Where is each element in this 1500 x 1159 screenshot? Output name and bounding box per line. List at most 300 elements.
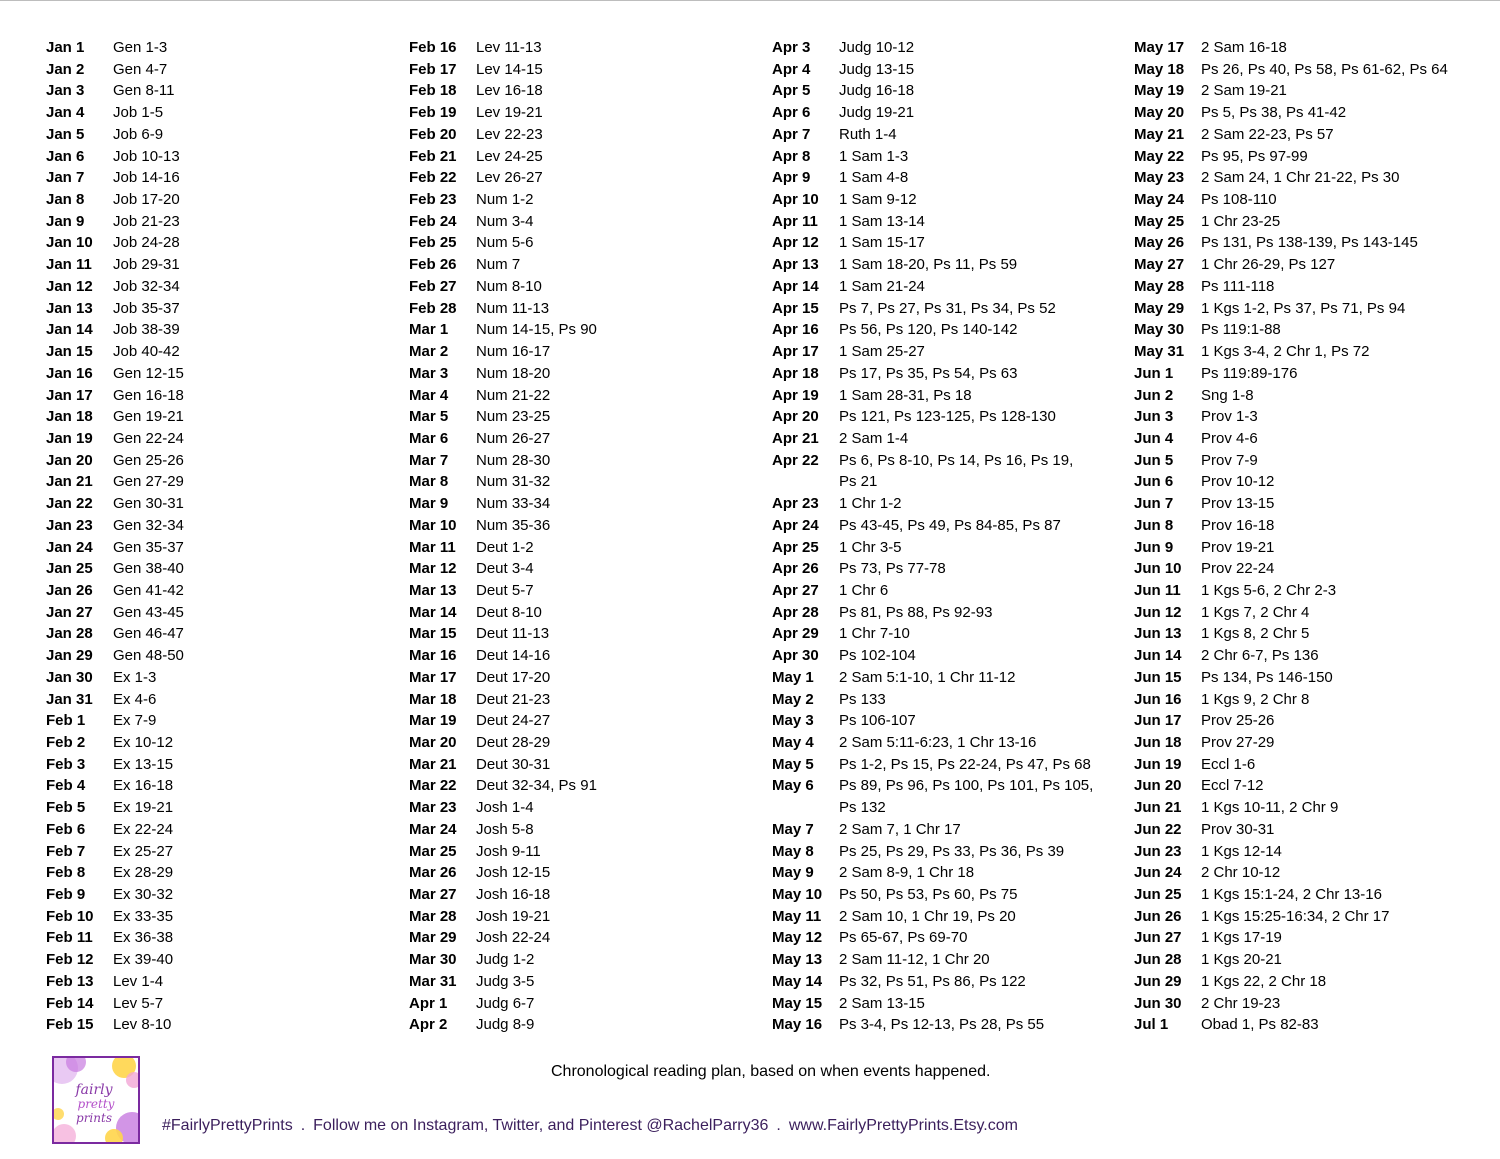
schedule-reading: Prov 19-21 bbox=[1201, 538, 1275, 556]
schedule-date: Jun 14 bbox=[1134, 647, 1182, 665]
schedule-reading: 2 Sam 19-21 bbox=[1201, 82, 1287, 100]
schedule-date: Apr 20 bbox=[772, 408, 819, 426]
schedule-date: Mar 12 bbox=[409, 560, 457, 578]
schedule-date: Apr 21 bbox=[772, 429, 819, 447]
schedule-reading: Judg 1-2 bbox=[476, 951, 535, 969]
schedule-reading: 1 Sam 13-14 bbox=[839, 212, 925, 230]
schedule-date: Jun 26 bbox=[1134, 907, 1182, 925]
schedule-date: Mar 5 bbox=[409, 408, 449, 426]
schedule-reading: 1 Sam 15-17 bbox=[839, 234, 925, 252]
schedule-reading: Ruth 1-4 bbox=[839, 125, 897, 143]
schedule-reading: Ps 106-107 bbox=[839, 712, 916, 730]
schedule-reading: Gen 32-34 bbox=[113, 516, 184, 534]
schedule-date: Feb 20 bbox=[409, 125, 457, 143]
schedule-date: May 22 bbox=[1134, 147, 1185, 165]
schedule-reading: 1 Kgs 8, 2 Chr 5 bbox=[1201, 625, 1310, 643]
schedule-reading: Job 14-16 bbox=[113, 169, 180, 187]
schedule-date: Feb 25 bbox=[409, 234, 457, 252]
schedule-reading: Deut 17-20 bbox=[476, 668, 551, 686]
schedule-date: Feb 9 bbox=[46, 886, 86, 904]
schedule-date: Feb 27 bbox=[409, 277, 457, 295]
schedule-date: Jan 15 bbox=[46, 343, 93, 361]
schedule-reading: Gen 25-26 bbox=[113, 451, 184, 469]
schedule-date: Feb 2 bbox=[46, 734, 86, 751]
schedule-reading: Num 14-15, Ps 90 bbox=[476, 321, 597, 339]
schedule-reading: Num 8-10 bbox=[476, 277, 542, 295]
schedule-date: Jun 25 bbox=[1134, 886, 1182, 904]
schedule-date: Apr 16 bbox=[772, 321, 819, 339]
schedule-date: Mar 13 bbox=[409, 581, 457, 599]
schedule-date: Jun 4 bbox=[1134, 429, 1174, 447]
schedule-date: Feb 14 bbox=[46, 994, 94, 1012]
schedule-date: Mar 8 bbox=[409, 473, 449, 491]
schedule-date: Jan 2 bbox=[46, 60, 85, 78]
schedule-date: Apr 1 bbox=[409, 994, 448, 1012]
schedule-reading: Josh 16-18 bbox=[476, 886, 551, 904]
schedule-date: Apr 17 bbox=[772, 343, 819, 361]
schedule-date: Feb 4 bbox=[46, 777, 86, 795]
schedule-date: May 12 bbox=[772, 929, 823, 947]
schedule-reading: 2 Sam 5:1-10, 1 Chr 11-12 bbox=[839, 668, 1016, 686]
schedule-reading: Prov 16-18 bbox=[1201, 516, 1275, 534]
schedule-date: Apr 26 bbox=[772, 560, 819, 578]
schedule-reading: Gen 12-15 bbox=[113, 364, 184, 382]
schedule-date: Jun 5 bbox=[1134, 451, 1174, 469]
schedule-date: Mar 10 bbox=[409, 516, 457, 534]
schedule-date: Jan 22 bbox=[46, 495, 93, 513]
schedule-reading: Deut 28-29 bbox=[476, 734, 551, 751]
schedule-date: Jun 23 bbox=[1134, 842, 1182, 860]
schedule-reading: Gen 27-29 bbox=[113, 473, 184, 491]
schedule-date: Mar 20 bbox=[409, 734, 457, 751]
plan-caption: Chronological reading plan, based on when events happened. bbox=[551, 1063, 991, 1080]
schedule-reading: 1 Sam 9-12 bbox=[839, 191, 917, 209]
schedule-reading: Ps 134, Ps 146-150 bbox=[1201, 668, 1333, 686]
schedule-reading: Josh 12-15 bbox=[476, 864, 551, 882]
schedule-reading: Prov 25-26 bbox=[1201, 712, 1275, 730]
schedule-date: Feb 17 bbox=[409, 60, 457, 78]
schedule-reading: Prov 22-24 bbox=[1201, 560, 1275, 578]
schedule-reading: 1 Sam 1-3 bbox=[839, 147, 909, 165]
schedule-reading: Ps 3-4, Ps 12-13, Ps 28, Ps 55 bbox=[839, 1016, 1045, 1034]
schedule-reading: Ps 25, Ps 29, Ps 33, Ps 36, Ps 39 bbox=[839, 842, 1065, 860]
schedule-reading: Ps 5, Ps 38, Ps 41-42 bbox=[1201, 104, 1347, 122]
schedule-date: Mar 25 bbox=[409, 842, 457, 860]
fairly-pretty-prints-logo bbox=[52, 1056, 140, 1144]
schedule-reading: Num 26-27 bbox=[476, 429, 551, 447]
schedule-date: May 10 bbox=[772, 886, 823, 904]
footer-separator: . bbox=[776, 1117, 781, 1134]
schedule-reading: Num 28-30 bbox=[476, 451, 551, 469]
schedule-reading: Job 35-37 bbox=[113, 299, 180, 317]
schedule-reading: Job 1-5 bbox=[113, 104, 164, 122]
schedule-reading: Num 11-13 bbox=[476, 299, 550, 317]
schedule-reading: 2 Sam 11-12, 1 Chr 20 bbox=[839, 951, 990, 969]
schedule-reading: Job 10-13 bbox=[113, 147, 180, 165]
schedule-date: Jun 19 bbox=[1134, 755, 1182, 773]
schedule-date: Feb 13 bbox=[46, 972, 94, 990]
schedule-date: Jan 16 bbox=[46, 364, 93, 382]
schedule-date: Mar 31 bbox=[409, 972, 457, 990]
schedule-reading: Deut 30-31 bbox=[476, 755, 551, 773]
schedule-date: Apr 9 bbox=[772, 169, 811, 187]
schedule-date: Feb 21 bbox=[409, 147, 457, 165]
schedule-reading: Lev 8-10 bbox=[113, 1016, 172, 1034]
schedule-reading: Gen 38-40 bbox=[113, 560, 184, 578]
schedule-date: Apr 29 bbox=[772, 625, 819, 643]
schedule-reading: Ex 22-24 bbox=[113, 820, 174, 838]
schedule-date: Jan 31 bbox=[46, 690, 93, 708]
schedule-reading: 2 Chr 19-23 bbox=[1201, 994, 1281, 1012]
schedule-reading: Ps 6, Ps 8-10, Ps 14, Ps 16, Ps 19, bbox=[839, 451, 1074, 469]
schedule-date: Mar 4 bbox=[409, 386, 449, 404]
schedule-reading: Job 21-23 bbox=[113, 212, 180, 230]
schedule-reading: Ps 56, Ps 120, Ps 140-142 bbox=[839, 321, 1018, 339]
schedule-reading: 1 Kgs 1-2, Ps 37, Ps 71, Ps 94 bbox=[1201, 299, 1406, 317]
schedule-reading: Josh 19-21 bbox=[476, 907, 551, 925]
schedule-reading: Prov 1-3 bbox=[1201, 408, 1258, 426]
schedule-reading: Num 16-17 bbox=[476, 343, 551, 361]
schedule-reading: 1 Sam 28-31, Ps 18 bbox=[839, 386, 972, 404]
schedule-reading: Gen 48-50 bbox=[113, 647, 184, 665]
schedule-reading: Ps 111-118 bbox=[1201, 277, 1275, 295]
footer-separator: . bbox=[300, 1117, 306, 1134]
schedule-reading: Lev 26-27 bbox=[476, 169, 543, 187]
schedule-reading: 1 Kgs 15:25-16:34, 2 Chr 17 bbox=[1201, 907, 1390, 925]
schedule-reading: Prov 10-12 bbox=[1201, 473, 1275, 491]
schedule-reading: Ps 21 bbox=[839, 473, 878, 491]
schedule-reading: Gen 35-37 bbox=[113, 538, 184, 556]
schedule-reading: 1 Chr 7-10 bbox=[839, 625, 910, 643]
schedule-reading: Ex 10-12 bbox=[113, 734, 174, 751]
schedule-reading: Ex 28-29 bbox=[113, 864, 174, 882]
footer-social: Follow me on Instagram, Twitter, and Pinterest @RachelParry36 bbox=[313, 1117, 769, 1134]
schedule-date: Mar 28 bbox=[409, 907, 457, 925]
schedule-date: Jan 12 bbox=[46, 277, 93, 295]
schedule-reading: Gen 22-24 bbox=[113, 429, 184, 447]
schedule-date: Mar 1 bbox=[409, 321, 449, 339]
schedule-reading: Ps 132 bbox=[839, 799, 886, 817]
schedule-date: Mar 24 bbox=[409, 820, 457, 838]
schedule-date: Jun 27 bbox=[1134, 929, 1182, 947]
schedule-date: Mar 23 bbox=[409, 799, 457, 817]
schedule-date: Jun 9 bbox=[1134, 538, 1174, 556]
schedule-date: May 20 bbox=[1134, 104, 1185, 122]
schedule-reading: Ps 119:89-176 bbox=[1201, 364, 1298, 382]
schedule-date: Jan 20 bbox=[46, 451, 93, 469]
schedule-reading: Gen 4-7 bbox=[113, 60, 168, 78]
schedule-reading: Gen 46-47 bbox=[113, 625, 184, 643]
schedule-date: Jun 1 bbox=[1134, 364, 1174, 382]
schedule-reading: Ex 33-35 bbox=[113, 907, 174, 925]
schedule-reading: Ps 65-67, Ps 69-70 bbox=[839, 929, 968, 947]
schedule-date: May 18 bbox=[1134, 60, 1185, 78]
schedule-date: Mar 27 bbox=[409, 886, 457, 904]
schedule-reading: Ex 13-15 bbox=[113, 755, 174, 773]
schedule-date: Mar 19 bbox=[409, 712, 457, 730]
schedule-reading: Ex 19-21 bbox=[113, 799, 174, 817]
schedule-reading: Ex 7-9 bbox=[113, 712, 157, 730]
schedule-reading: Gen 43-45 bbox=[113, 603, 184, 621]
schedule-reading: 2 Sam 10, 1 Chr 19, Ps 20 bbox=[839, 907, 1016, 925]
schedule-date: Jan 11 bbox=[46, 256, 92, 274]
schedule-reading: Num 33-34 bbox=[476, 495, 551, 513]
schedule-reading: Ps 102-104 bbox=[839, 647, 916, 665]
schedule-date: Mar 29 bbox=[409, 929, 457, 947]
top-border-line bbox=[0, 0, 1500, 1]
schedule-date: Apr 5 bbox=[772, 82, 811, 100]
schedule-date: May 3 bbox=[772, 712, 814, 730]
svg-text:fairly: fairly bbox=[75, 1082, 113, 1098]
schedule-date: Feb 16 bbox=[409, 39, 457, 56]
schedule-date: May 19 bbox=[1134, 82, 1185, 100]
schedule-date: Jul 1 bbox=[1134, 1016, 1169, 1034]
schedule-date: Jun 28 bbox=[1134, 951, 1182, 969]
schedule-date: May 11 bbox=[772, 907, 822, 925]
schedule-date: Apr 19 bbox=[772, 386, 819, 404]
schedule-reading: 1 Chr 6 bbox=[839, 581, 889, 599]
schedule-date: Mar 16 bbox=[409, 647, 457, 665]
schedule-date: Feb 23 bbox=[409, 191, 457, 209]
schedule-reading: Judg 13-15 bbox=[839, 60, 915, 78]
schedule-date: Apr 14 bbox=[772, 277, 819, 295]
schedule-reading: Ps 108-110 bbox=[1201, 191, 1277, 209]
schedule-date: Jan 26 bbox=[46, 581, 93, 599]
schedule-date: Jan 1 bbox=[46, 39, 85, 56]
schedule-date: Jun 21 bbox=[1134, 799, 1182, 817]
schedule-date: Jan 6 bbox=[46, 147, 85, 165]
schedule-date: Apr 25 bbox=[772, 538, 819, 556]
schedule-date: Feb 10 bbox=[46, 907, 94, 925]
schedule-date: Apr 24 bbox=[772, 516, 819, 534]
schedule-reading: Num 23-25 bbox=[476, 408, 551, 426]
schedule-date: Jan 19 bbox=[46, 429, 93, 447]
schedule-date: May 1 bbox=[772, 668, 814, 686]
schedule-reading: Lev 11-13 bbox=[476, 39, 542, 56]
schedule-date: Jun 20 bbox=[1134, 777, 1182, 795]
schedule-date: May 9 bbox=[772, 864, 814, 882]
schedule-reading: Job 6-9 bbox=[113, 125, 164, 143]
schedule-date: Jan 18 bbox=[46, 408, 93, 426]
schedule-date: Jun 29 bbox=[1134, 972, 1182, 990]
schedule-date: May 30 bbox=[1134, 321, 1185, 339]
svg-text:pretty: pretty bbox=[77, 1097, 115, 1111]
schedule-reading: 1 Chr 26-29, Ps 127 bbox=[1201, 256, 1336, 274]
schedule-reading: 1 Kgs 7, 2 Chr 4 bbox=[1201, 603, 1310, 621]
schedule-reading: Deut 21-23 bbox=[476, 690, 551, 708]
schedule-date: May 16 bbox=[772, 1016, 823, 1034]
schedule-date: Jun 11 bbox=[1134, 581, 1181, 599]
svg-text:prints: prints bbox=[76, 1111, 112, 1125]
schedule-reading: Deut 1-2 bbox=[476, 538, 534, 556]
schedule-reading: 1 Kgs 9, 2 Chr 8 bbox=[1201, 690, 1310, 708]
schedule-date: Feb 26 bbox=[409, 256, 457, 274]
schedule-reading: Prov 4-6 bbox=[1201, 429, 1258, 447]
schedule-date: Feb 18 bbox=[409, 82, 457, 100]
schedule-reading: Lev 16-18 bbox=[476, 82, 543, 100]
schedule-date: Mar 3 bbox=[409, 364, 449, 382]
schedule-reading: 2 Chr 6-7, Ps 136 bbox=[1201, 647, 1319, 665]
schedule-reading: Josh 1-4 bbox=[476, 799, 534, 817]
schedule-date: Mar 7 bbox=[409, 451, 449, 469]
schedule-reading: Gen 19-21 bbox=[113, 408, 184, 426]
schedule-date: Feb 5 bbox=[46, 799, 86, 817]
schedule-date: Jan 30 bbox=[46, 668, 93, 686]
schedule-date: Apr 4 bbox=[772, 60, 811, 78]
schedule-reading: Num 3-4 bbox=[476, 212, 534, 230]
schedule-reading: 1 Kgs 10-11, 2 Chr 9 bbox=[1201, 799, 1339, 817]
schedule-date: Jun 2 bbox=[1134, 386, 1174, 404]
schedule-date: Feb 8 bbox=[46, 864, 86, 882]
schedule-reading: Judg 10-12 bbox=[839, 39, 915, 56]
schedule-reading: Ex 36-38 bbox=[113, 929, 174, 947]
footer-website-link[interactable]: www.FairlyPrettyPrints.Etsy.com bbox=[788, 1117, 1018, 1134]
schedule-reading: 1 Chr 3-5 bbox=[839, 538, 902, 556]
schedule-reading: 1 Sam 18-20, Ps 11, Ps 59 bbox=[839, 256, 1018, 274]
schedule-reading: Deut 14-16 bbox=[476, 647, 551, 665]
schedule-date: Jan 8 bbox=[46, 191, 85, 209]
schedule-reading: 1 Kgs 22, 2 Chr 18 bbox=[1201, 972, 1327, 990]
schedule-date: Mar 2 bbox=[409, 343, 449, 361]
schedule-reading: Lev 19-21 bbox=[476, 104, 543, 122]
schedule-reading: Ex 4-6 bbox=[113, 690, 157, 708]
schedule-date: Mar 14 bbox=[409, 603, 457, 621]
schedule-reading: Gen 8-11 bbox=[113, 82, 175, 100]
schedule-date: Jun 12 bbox=[1134, 603, 1182, 621]
schedule-date: Jun 15 bbox=[1134, 668, 1182, 686]
schedule-reading: Josh 5-8 bbox=[476, 820, 534, 838]
schedule-date: Feb 22 bbox=[409, 169, 457, 187]
schedule-reading: Job 24-28 bbox=[113, 234, 180, 252]
schedule-reading: 2 Sam 5:11-6:23, 1 Chr 13-16 bbox=[839, 734, 1037, 751]
schedule-reading: Josh 22-24 bbox=[476, 929, 551, 947]
schedule-date: Jan 23 bbox=[46, 516, 93, 534]
schedule-date: Jan 9 bbox=[46, 212, 85, 230]
schedule-date: Jun 16 bbox=[1134, 690, 1182, 708]
schedule-reading: Ps 50, Ps 53, Ps 60, Ps 75 bbox=[839, 886, 1018, 904]
schedule-reading: Eccl 7-12 bbox=[1201, 777, 1264, 795]
schedule-date: Jan 21 bbox=[46, 473, 93, 491]
schedule-reading: Lev 5-7 bbox=[113, 994, 164, 1012]
schedule-reading: Sng 1-8 bbox=[1201, 386, 1254, 404]
schedule-date: Apr 10 bbox=[772, 191, 819, 209]
schedule-date: Jan 13 bbox=[46, 299, 93, 317]
schedule-date: Jan 28 bbox=[46, 625, 93, 643]
schedule-reading: Judg 19-21 bbox=[839, 104, 915, 122]
schedule-date: Jan 7 bbox=[46, 169, 85, 187]
schedule-reading: Ps 131, Ps 138-139, Ps 143-145 bbox=[1201, 234, 1418, 252]
footer-hashtag: #FairlyPrettyPrints bbox=[162, 1117, 293, 1134]
schedule-reading: Lev 14-15 bbox=[476, 60, 543, 78]
schedule-reading: Gen 30-31 bbox=[113, 495, 184, 513]
schedule-reading: Num 18-20 bbox=[476, 364, 551, 382]
schedule-reading: Ps 7, Ps 27, Ps 31, Ps 34, Ps 52 bbox=[839, 299, 1056, 317]
schedule-date: Mar 11 bbox=[409, 538, 456, 556]
schedule-reading: Ps 26, Ps 40, Ps 58, Ps 61-62, Ps 64 bbox=[1201, 60, 1448, 78]
schedule-date: Jun 30 bbox=[1134, 994, 1182, 1012]
schedule-reading: Ex 25-27 bbox=[113, 842, 174, 860]
schedule-reading: Job 40-42 bbox=[113, 343, 180, 361]
schedule-date: May 24 bbox=[1134, 191, 1185, 209]
schedule-reading: Ex 1-3 bbox=[113, 668, 157, 686]
schedule-date: Feb 12 bbox=[46, 951, 94, 969]
schedule-reading: 1 Kgs 15:1-24, 2 Chr 13-16 bbox=[1201, 886, 1382, 904]
schedule-reading: Lev 1-4 bbox=[113, 972, 164, 990]
schedule-date: Mar 22 bbox=[409, 777, 457, 795]
footer-line bbox=[162, 1115, 1018, 1137]
schedule-date: Apr 13 bbox=[772, 256, 819, 274]
schedule-date: Feb 6 bbox=[46, 820, 86, 838]
schedule-reading: Obad 1, Ps 82-83 bbox=[1201, 1016, 1319, 1034]
schedule-date: Jun 8 bbox=[1134, 516, 1174, 534]
schedule-date: Apr 15 bbox=[772, 299, 819, 317]
schedule-reading: Prov 13-15 bbox=[1201, 495, 1275, 513]
schedule-reading: Num 5-6 bbox=[476, 234, 534, 252]
schedule-date: Feb 24 bbox=[409, 212, 457, 230]
schedule-date: Jan 14 bbox=[46, 321, 93, 339]
schedule-date: Jun 22 bbox=[1134, 820, 1182, 838]
schedule-date: Jan 27 bbox=[46, 603, 93, 621]
schedule-reading: 1 Sam 21-24 bbox=[839, 277, 925, 295]
schedule-reading: Deut 8-10 bbox=[476, 603, 542, 621]
schedule-reading: Num 21-22 bbox=[476, 386, 551, 404]
schedule-reading: Ps 32, Ps 51, Ps 86, Ps 122 bbox=[839, 972, 1026, 990]
schedule-reading: Gen 41-42 bbox=[113, 581, 184, 599]
schedule-reading: Lev 22-23 bbox=[476, 125, 543, 143]
schedule-reading: 2 Sam 24, 1 Chr 21-22, Ps 30 bbox=[1201, 169, 1400, 187]
schedule-reading: Deut 3-4 bbox=[476, 560, 534, 578]
schedule-date: Jun 3 bbox=[1134, 408, 1174, 426]
schedule-reading: 2 Chr 10-12 bbox=[1201, 864, 1281, 882]
schedule-date: Apr 12 bbox=[772, 234, 819, 252]
schedule-date: Mar 15 bbox=[409, 625, 457, 643]
schedule-date: Jun 18 bbox=[1134, 734, 1182, 751]
schedule-date: Feb 3 bbox=[46, 755, 86, 773]
schedule-date: Mar 30 bbox=[409, 951, 457, 969]
schedule-reading: Deut 32-34, Ps 91 bbox=[476, 777, 597, 795]
schedule-reading: 1 Kgs 17-19 bbox=[1201, 929, 1282, 947]
schedule-date: May 23 bbox=[1134, 169, 1185, 187]
schedule-reading: Prov 7-9 bbox=[1201, 451, 1258, 469]
schedule-reading: Ex 16-18 bbox=[113, 777, 174, 795]
schedule-reading: 1 Kgs 12-14 bbox=[1201, 842, 1282, 860]
schedule-date: May 5 bbox=[772, 755, 814, 773]
schedule-date: May 6 bbox=[772, 777, 814, 795]
schedule-date: Jun 6 bbox=[1134, 473, 1174, 491]
schedule-date: Feb 1 bbox=[46, 712, 86, 730]
schedule-reading: 2 Sam 13-15 bbox=[839, 994, 925, 1012]
schedule-reading: Prov 30-31 bbox=[1201, 820, 1275, 838]
schedule-reading: Ps 1-2, Ps 15, Ps 22-24, Ps 47, Ps 68 bbox=[839, 755, 1091, 773]
schedule-date: Jan 10 bbox=[46, 234, 93, 252]
schedule-date: Apr 8 bbox=[772, 147, 811, 165]
schedule-reading: Job 32-34 bbox=[113, 277, 180, 295]
schedule-date: Jun 17 bbox=[1134, 712, 1182, 730]
schedule-reading: Num 1-2 bbox=[476, 191, 534, 209]
schedule-date: Jun 13 bbox=[1134, 625, 1182, 643]
schedule-reading: Ps 133 bbox=[839, 690, 886, 708]
schedule-reading: 2 Sam 7, 1 Chr 17 bbox=[839, 820, 961, 838]
schedule-reading: Ps 73, Ps 77-78 bbox=[839, 560, 946, 578]
schedule-date: Jan 29 bbox=[46, 647, 93, 665]
schedule-date: Apr 6 bbox=[772, 104, 811, 122]
schedule-date: Apr 3 bbox=[772, 39, 811, 56]
schedule-date: Mar 6 bbox=[409, 429, 449, 447]
schedule-reading: Deut 24-27 bbox=[476, 712, 551, 730]
schedule-reading: Ps 121, Ps 123-125, Ps 128-130 bbox=[839, 408, 1056, 426]
schedule-date: Jan 17 bbox=[46, 386, 93, 404]
schedule-reading: Judg 3-5 bbox=[476, 972, 535, 990]
